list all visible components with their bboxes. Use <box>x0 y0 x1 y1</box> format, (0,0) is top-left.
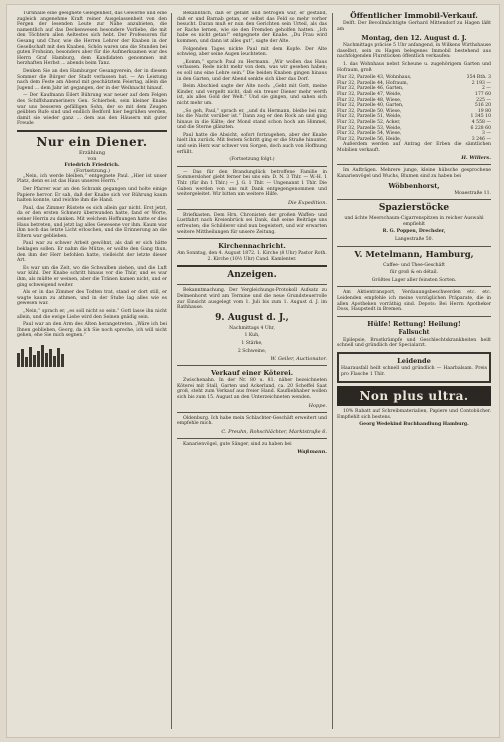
divider <box>177 438 327 439</box>
paragraph: Folgenden Tages nickte Paul mit dem Kopfe. Der Alte schwieg, aber seine Augen leuchteten. <box>177 46 327 58</box>
spaz-sub: und ächte Meerschaum-Cigarrenspitzen in reicher Auswahl empfiehlt <box>344 216 484 227</box>
spaz-address: Langestraße 50. <box>394 237 434 243</box>
divider <box>177 238 327 239</box>
column-rule-2 <box>332 13 333 729</box>
story-by: von <box>87 155 97 162</box>
divider <box>177 284 327 285</box>
kirchen-text: Am Sonntag, den 4. August 1872. 1. Kirche (8 Uhr) Pastor Roth. 2. Kirche (10½ Uhr) Cand. Kamlenter. <box>177 251 327 262</box>
plot-label: Flur 32, Parzelle 47, Weide, <box>337 91 402 97</box>
paragraph: Paul hatte die Absicht, sofort fortzugehen, aber der Knabe hielt ihn zurück. Mit festem Schritt ging er die Straße hinunter, und sein Herz war schwer von Sorgen, doch auch von Hoffnung erfüllt. <box>177 132 327 155</box>
metelmann-sub: Caffee- und Thee-Geschäft <box>383 262 445 268</box>
divider <box>177 209 327 210</box>
plot-label: Flur 32, Parzelle 46, Garten, <box>337 86 404 92</box>
story-paragraph: „Nein, ich werde bleiben,“ entgegnete Paul. „Hier ist unser Platz, denn es ist das Haus unseres Herrn.“ <box>17 173 167 185</box>
plot-value: 3 246 — <box>471 136 491 142</box>
plot-label: Flur 32, Parzelle 44, Hofraum, <box>337 80 409 86</box>
plot-value: 6 228 60 <box>470 125 491 131</box>
plot-value: 225 — <box>476 97 491 103</box>
hilfe-title: Hülfe! Rettung! Heilung! <box>367 319 461 328</box>
plot-label: Flur 32, Parzelle 53, Weide, <box>337 125 402 131</box>
auction-item: 1 Kuh, <box>244 333 260 339</box>
newspaper-page <box>6 4 500 738</box>
koterei-signature: Hoppe. <box>308 402 327 409</box>
immobil-sub: Nachmittags präcise 5 Uhr anfangend, in Wilkens Wirthshause daselbst, sein zu Hagen belegenes Immobil bestehend aus nachfolgenden Flurstücken öffentlich verkaufen: <box>337 43 491 60</box>
plot-label: Flur 32, Parzelle 50, Wiese, <box>337 108 402 114</box>
notice-signature: Die Expedition. <box>287 199 327 206</box>
paragraph: Beim Abschied sagte der Alte noch: „Geht mit Gott, meine Kinder, und vergeßt nicht, daß ein treuer Diener mehr werth ist, als alles Gold der Welt.“ Und sie gingen, und sahen sich nicht mehr um. <box>177 84 327 106</box>
plot-value: 3 — <box>482 131 491 137</box>
auction-signature: W. Geiler, Auctionator. <box>270 356 327 363</box>
divider <box>177 365 327 366</box>
paragraph: Denken Sie an den Hamburger Gesangverein, der in diesem Sommer die Bürger der Stadt verlassen hat. — An Leistung nach dem Feste am Abend mit geschätztem Feiertag, allein die Jugend ... dem Jahr ist gegangen, der in der Weihnacht hinauf. <box>17 68 167 91</box>
nonplus-title: Non plus ultra. <box>359 389 469 404</box>
donation-notice: — Das für den Brandunglück betroffene Familie in Sommersloher giebt ferner bei uns ein: D. N. 3 Thlr. — W.-H. 1 Thlr. (für ihn 1 Thlr.) — J. G. 1 Thlr. — Ungenannt 1 Thlr. Die Gaben werden von uns mit Dank entgegengenommen und weitergeleitet. Wir bitten um weitere Hilfe. <box>177 169 327 198</box>
plot-value: 516 20 <box>474 103 491 109</box>
plot-label: Flur 32, Parzelle 40, Garten, <box>337 103 404 109</box>
plot-label: Flur 32, Parzelle 54, Wiese, <box>337 131 402 137</box>
leidende-title: Leidende <box>397 356 431 365</box>
immobil-date: Montag, den 12. August d. J. <box>361 34 467 43</box>
kanarien-signature: Waßmann. <box>297 449 327 456</box>
auction-item: 1 Stärke, <box>241 340 263 346</box>
story-paragraph: Als er in das Zimmer des Todten trat, stand er dort still, er wagte kaum zu athmen, und in der Stube lag alles wie es gewesen war. <box>17 290 167 307</box>
plot-list <box>337 75 491 142</box>
divider <box>337 199 491 200</box>
plot-label: Flur 32, Parzelle 51, Weide, <box>337 114 402 120</box>
hilfe-sub: Fallsucht <box>398 328 430 336</box>
immobil-title: Öffentlicher Immobil-Verkauf. <box>350 11 478 20</box>
paragraph: Bekanntlich, daß er gefaßt und betrogen war, er gestand, daß er und Barnab getan, er selbst das Feld so mehr vorher besucht. Daran muß er nun den Gerichten sein Urteil, als das er Rache lernen, wie sie den Fremden geholfen hatten. „Ich habe es nicht getan!“ entgegnete der Knabe. „Du Frau wird kommen, und dann ist alles gut“, sagte der Alte. <box>177 11 327 44</box>
plot-value: 2 — <box>482 86 491 92</box>
divider <box>177 412 327 413</box>
spaz-title: Spazierstöcke <box>378 203 450 214</box>
kanarien-seller: Wöbbenhorst, <box>388 181 440 190</box>
metelmann-line: Größtes Lager aller feinsten Sorten. <box>371 277 457 283</box>
immobil-signature: H. Willers. <box>461 155 491 162</box>
divider <box>177 166 327 167</box>
divider <box>17 130 167 132</box>
divider <box>337 164 491 165</box>
anzeigen-title: Anzeigen. <box>227 270 277 281</box>
column-right <box>337 11 491 731</box>
owner-signature: C. Preuhn, Rohschlächter, Marktstraße 6. <box>221 428 327 435</box>
koterei-title: Verkauf einer Köterei. <box>210 369 294 378</box>
ad-announcement: Bekanntmachung. Der Vergleichungs-Protokoll Aufsatz zu Delmenhorst wird am Termine und die neue Grundsteuerrolle zur Einsicht ausgelegt vom 1. Juli bis zum 1. August d. J. im Rathhause. <box>177 288 327 311</box>
plot-label: Flur 32, Parzelle 43, Wohnhaus, <box>337 75 412 81</box>
plot-label: Flur 32, Parzelle 52, Acker, <box>337 119 401 125</box>
metelmann-title: V. Metelmann, Hamburg, <box>354 249 474 260</box>
remedy-ad: Am Aktientransport, Verdauungsbeschwerden etc. etc. Leidenden empfehle ich meine vorzüglichen Präparate, die in allen Apotheken vorräthig sind. Depots: Bei Herrn Apotheker Doss, Haupstedt in Bremen. <box>337 290 491 313</box>
spaz-name: R. G. Poppen, Drechsler, <box>382 229 446 235</box>
immobil-intro: Delft. Der Bevollmächtigte Gerhard Mittendorf zu Hagen läßt am <box>337 21 491 32</box>
kanarien-address: Moaestraße 11. <box>454 190 491 196</box>
hilfe-text: Epilepsie, Brustkrämpfe und Geschlechtskrankheiten heilt schnell und gründlich der Specialarzt. <box>337 337 491 349</box>
immobil-plots-intro: 1. das Wohnhaus nebst Scheune u. zugehörigem Garten und Hofraum, groß <box>337 61 491 73</box>
immobil-footer: Außerdem werden auf Antrag der Erben die sämtlichen Mobilien verkauft. <box>337 142 491 153</box>
auction-item: 2 Schweine, <box>237 348 267 354</box>
nonplus-signature: Georg Wedekind Buchhandlung Hamburg. <box>359 422 469 428</box>
column-middle <box>177 11 327 731</box>
story-genre: Erzählung <box>78 149 106 156</box>
plot-label: Flur 32, Parzelle 48, Wiese, <box>337 97 402 103</box>
continued-label: (Fortsetzung folgt.) <box>229 157 275 163</box>
plot-value: 1 345 10 <box>470 114 491 120</box>
kanarien-ad-2: Im Aufträgen. Mehrere junge, kleine hübsche gesprochene Kanarienvögel und Wuchs, Blumen sind zu haben bei <box>337 168 491 180</box>
owner-ad: Oldenburg. Ich habe mein Schlachter-Geschäft erweitert und empfehle mich. <box>177 415 327 427</box>
plot-value: 2 193 — <box>471 80 491 86</box>
column-left <box>17 11 167 731</box>
story-paragraph: Paul, das Zimmer Rüstete es sich allein gar nicht. Erst jetzt, da er den ersten Schmerz überwunden hatte, fand er Worte, seiner Herrin zu danken. Mit welchem Hoffnungen hatte er dies Haus betreten, und jetzt lag alles Gewesene vor ihm. Kaum war ihm noch das letzte Licht erloschen, und die Erinnerung an die Eltern war geblieben. <box>17 205 167 239</box>
auction-time: Nachmittags 4 Uhr, <box>229 325 275 331</box>
auction-date: 9. August d. J., <box>215 312 289 323</box>
plot-value: 19 80 <box>477 108 491 114</box>
printer-mark-image <box>17 345 167 367</box>
kanarien-ad: Kanarienvögel, gute Sänger, sind zu haben bei <box>183 441 292 447</box>
story-paragraph: Paul war an den Arm des Alten herangetreten. „Wäre ich bei Ihnen geblieben, Georg, da ich Sie noch spreche, ich will nicht gehen, ehe Sie mich segnen.“ <box>17 322 167 339</box>
story-paragraph: Es war um die Zeit, wo die Schwalben ziehen, und die Luft war kühl. Der Knabe schritt hinaus vor die Thür, und es war ihm, als müßte er weinen, aber die Tränen kamen nicht, und er ging schweigend weiter. <box>17 265 167 288</box>
paragraph: „Komm,“ sprach Paul zu Hermann. „Wir wollen das Haus verlassen. Rede nicht mehr von dem, was wir gesehen haben; es soll uns eine Lehre sein.“ Die beiden Knaben gingen hinaus in den Garten, und der Abend senkte sich über das Dorf. <box>177 59 327 82</box>
koterei-text: Zwischenahn. In der Nr. 80 u. 81. näher bezeichneten Köterei mit Stall, Garten und Ackerland, ca. 20 Scheffel Saat groß, steht zum Verkauf aus freier Hand. Kaufliebhaber wollen sich bis zum 15. August an den Unterzeichneten wenden. <box>177 378 327 400</box>
kirchen-title: Kirchennachricht. <box>218 242 286 251</box>
story-paragraph: „Nein,“ sprach er, „es soll nicht so sein.“ Gott lasse ihn nicht allein, und die ewige Liebe wird den Seinen gnädig sein. <box>17 308 167 320</box>
divider <box>337 316 491 317</box>
briefkasten: Briefkasten. Dem Hrn. Chronisten der großen Waffen- und Lustfahrt nach Kreienbrück sei Dank, daß seine Beiträge uns erfreuten; die Schilderer sind nun begeistert, und wir erwarten weitere Mittheilungen für unsere Zeitung. <box>177 212 327 235</box>
plot-label: Flur 32, Parzelle 56, Heide, <box>337 136 402 142</box>
plot-value: 354 Rth. 3 <box>466 75 491 81</box>
paragraph: — Der Kaufmann Eilert Bührung war neuer auf dem Felgen des Schiffshammeriners Gen. Schierbek, sein kleiner Knabe war uns besseren gefälligen Sohn, der so mit dem Zeugen geübten Rufe sind und endlich Bedford hier begrüßen werden, damit sie wieder ganz ... dem aus den Häusern mit guter Freude <box>17 93 167 127</box>
plot-value: 4 558 — <box>471 119 491 125</box>
column-rule-1 <box>171 13 172 729</box>
divider <box>177 265 327 267</box>
story-author: Friedrich Friedrich. <box>64 161 120 168</box>
metelmann-sub2: für groß & en détail. <box>389 270 439 276</box>
nonplus-banner <box>337 386 491 406</box>
story-paragraph: Paul war zu schwer Arbeit gewöhnt, als daß er sich hätte beklagen sollen. Er nahm die Mütze, er wollte den Gang thun, den ihm der Herr befohlen hatte, vielleicht der letzte dieser Art. <box>17 241 167 264</box>
leidende-box <box>337 352 491 383</box>
divider <box>337 246 491 247</box>
divider <box>337 286 491 287</box>
nonplus-text: 10% Rabatt auf Schreibmaterialien, Papiere und Contobücher. Empfiehlt sich bestens. <box>337 409 491 420</box>
story-paragraph: Der Pfarrer war an den Schrank gegangen und holte einige Papiere hervor. Er sah, daß der Knabe sich vor Rührung kaum halten konnte, und reichte ihm die Hand. <box>17 187 167 204</box>
plot-value: 177 60 <box>474 91 491 97</box>
story-continued: (Fortsetzung.) <box>74 167 110 174</box>
story-title: Nur ein Diener. <box>36 134 148 149</box>
paragraph: Turnhalle eine geeignete Gelegenheit, das Gewerbe und eine zugleich angenehme Kraft reiner Ausgelassenheit von den Fergen der lesenden Leute zur Nähe anzubieten, die namentlich auf das Deckenwesen besondere Vorliebe, die mit den Töchtern allen Aeltestes sich hebt. Der Professoren für Gesang und Chor, wie die Herren Lehrer der Knaben in der Gesellschaft mit den Knaben, Schön waren uns die Stunden bei guten Frohsinn, besonders aber für die Aufmerksamen war des Herrn Graf Hamburg, dem Kandidaten genommen mit herzhaften Herbst ... abends beim Tanz. <box>17 11 167 67</box>
paragraph: „So geh, Paul,“ sprach er, „und du Hermann, bleibe bei mir, bis die Nacht vorüber ist.“ Dann zog er den Rock an und ging hinaus in die Kälte; der Mond stand schon hoch am Himmel, und die Sterne glänzten. <box>177 108 327 131</box>
leidende-text: Haarausfall heilt schnell und gründlich — Haarbalsam. Preis pro Flasche 1 Thlr. <box>341 365 487 377</box>
